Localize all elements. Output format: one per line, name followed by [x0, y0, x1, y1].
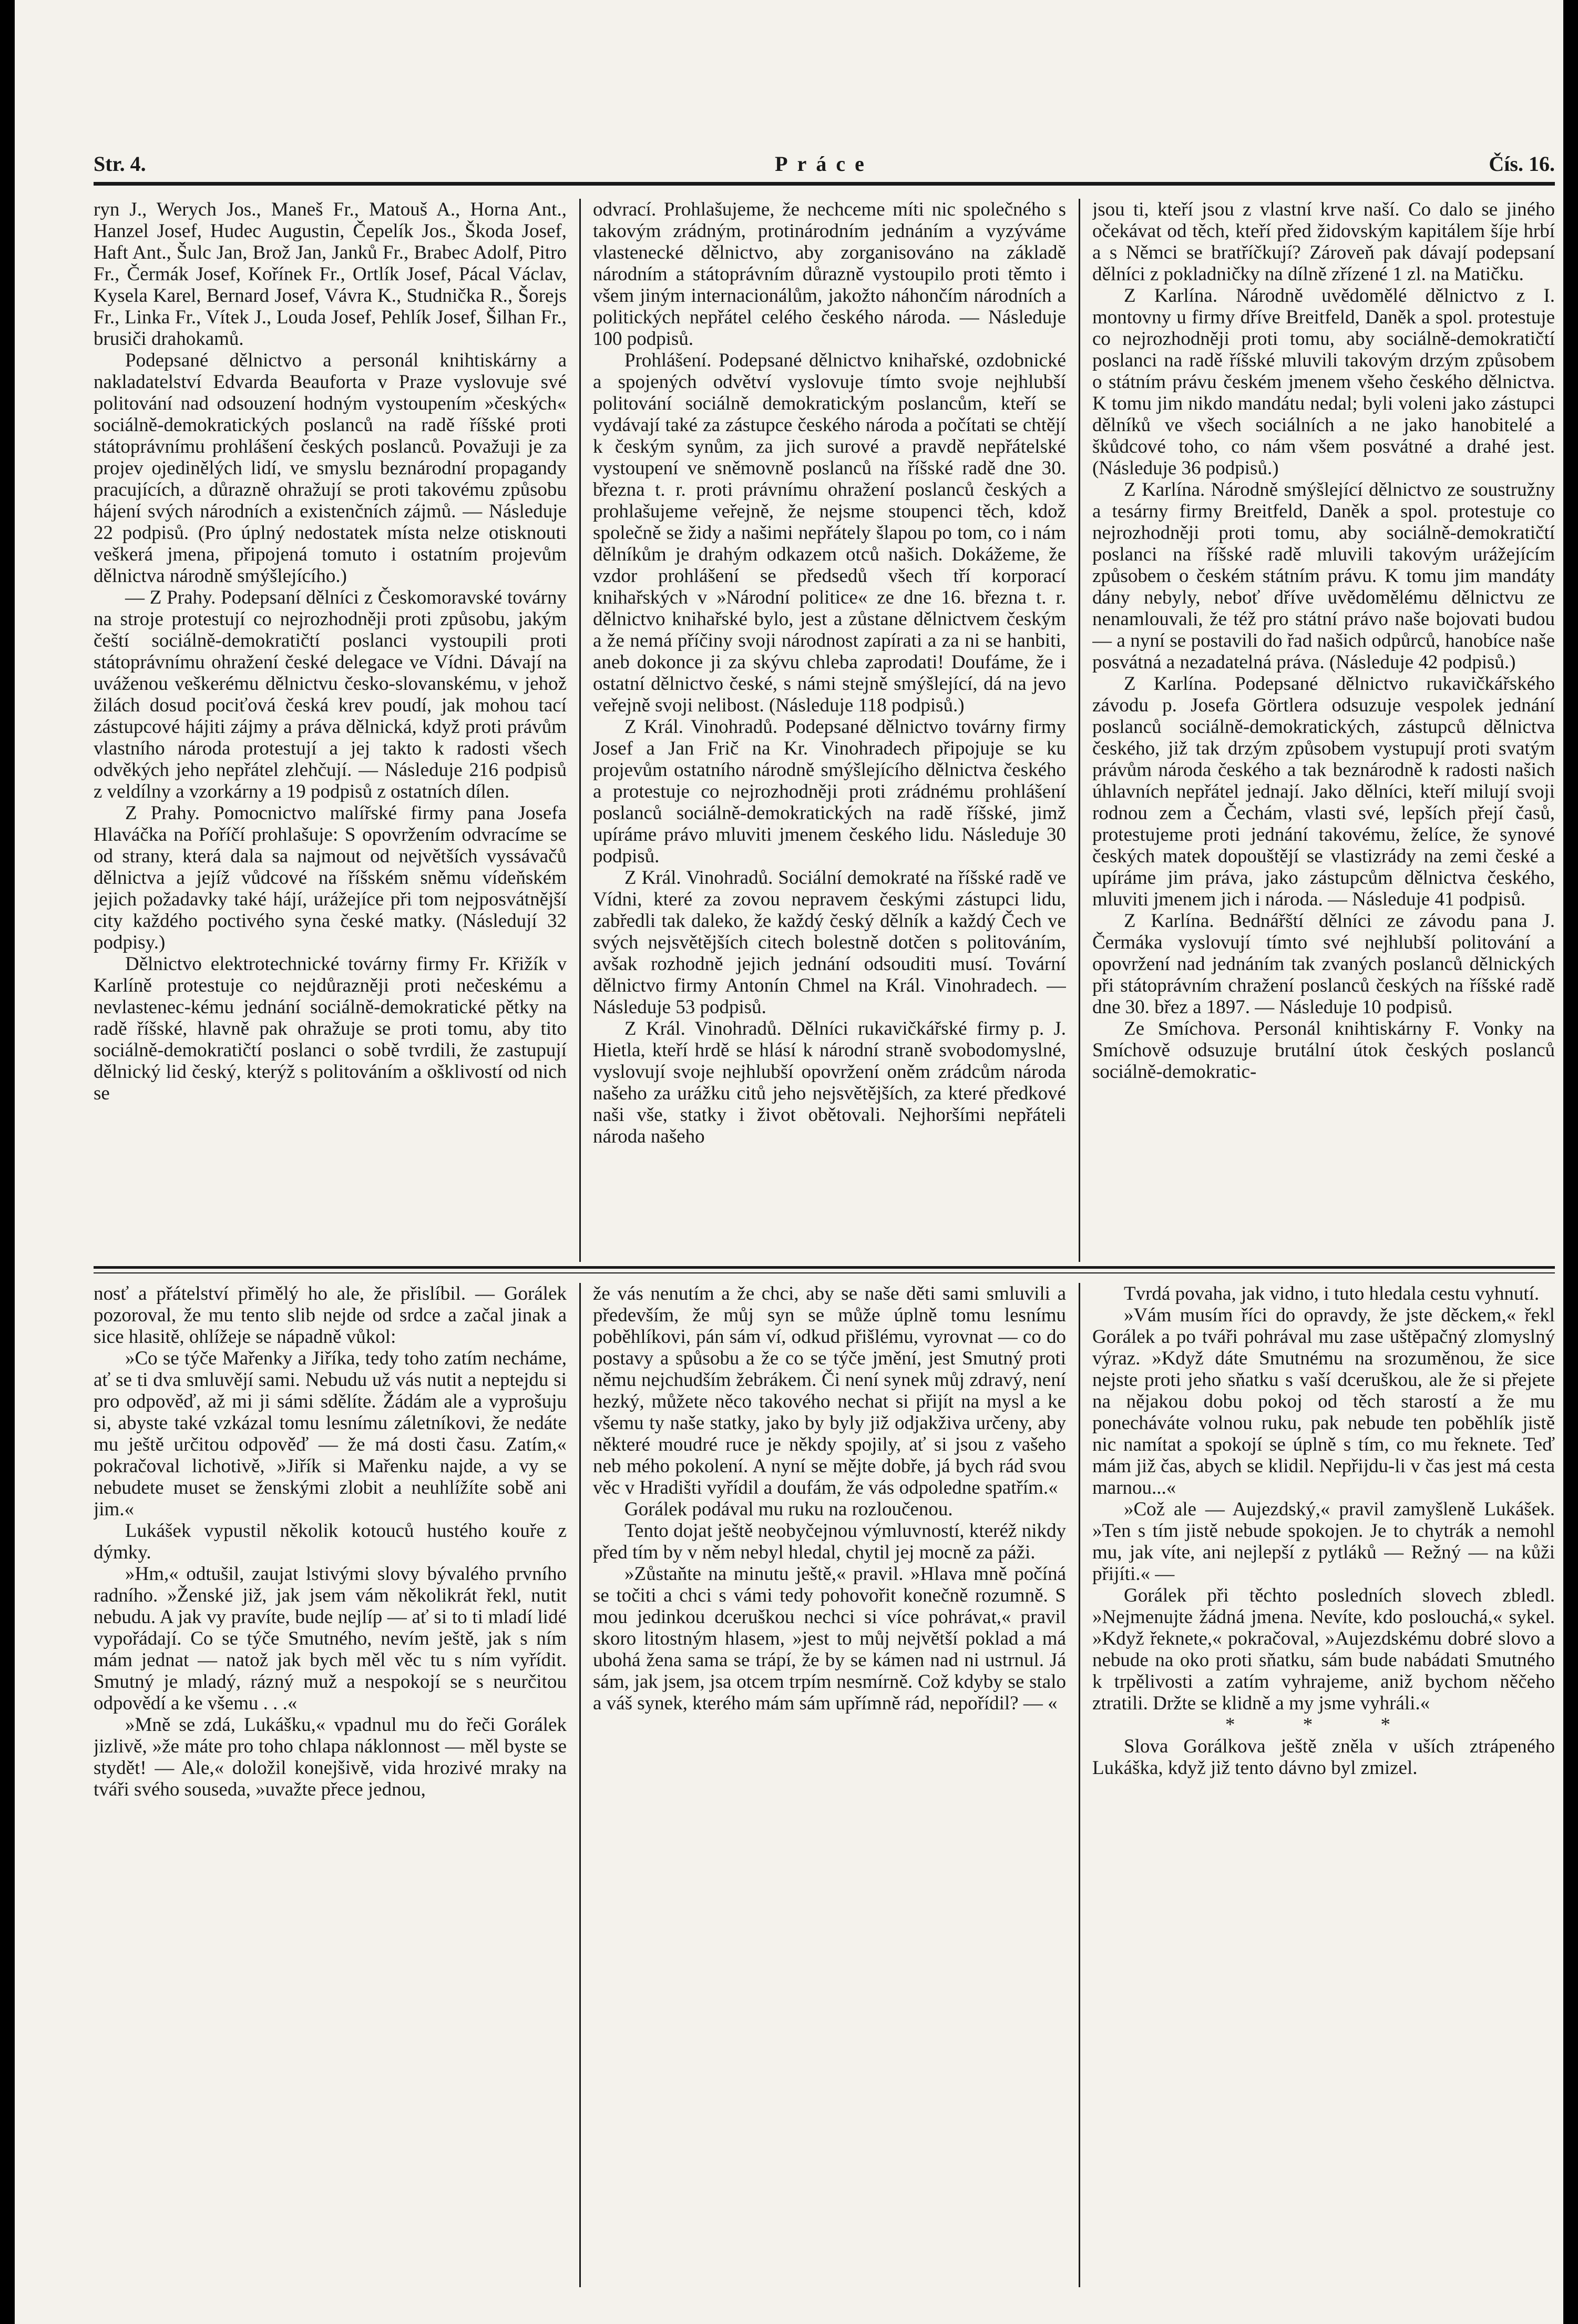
- paragraph: — Z Prahy. Podepsaní dělníci z Českomoravské továrny na stroje protestují co nejrozhodněji proti způsobu, jakým čeští sociálně-demokratičtí poslanci vystoupili proti státoprávnímu ohražení české delegace ve Vídni. Dávají na uváženou veškerému dělnictvu česko-slovanskému, v jehož žilách dosud pociťová česká krev poudí, jak mohou tací zástupcové hájiti zájmy a práva dělnická, když proti právům vlastního národa protestují a jej takto k radosti všech odvěkých jeho nepřátel zlehčují. — Následuje 216 podpisů z veldílny a vzorkárny a 19 podpisů z ostatních dílen.: [94, 587, 567, 802]
- paragraph: Z Král. Vinohradů. Dělníci rukavičkářské firmy p. J. Hietla, kteří hrdě se hlásí k národní straně svobodomyslné, vyslovují svoje nejhlubší opovržení oněm zrádcům národa našeho za urážku citů jeho nejsvětějších, za které předkové naši vše, statky i život obětovali. Nejhoršími nepřáteli národa našeho: [593, 1018, 1066, 1147]
- paragraph: »Hm,« odtušil, zaujat lstivými slovy bývalého prvního radního. »Ženské již, jak jsem vám několikrát řekl, nutit nebudu. A jak vy pravíte, bude nejlíp — ať si to ti mladí lidé vypořádají. Co se týče Smutného, nevím ještě, jak s ním mám jednat — natož jak bych měl věc tu s ním vyřídit. Smutný je mladý, rázný muž a nespokojí se s neurčitou odpovědí a ke všemu . . .«: [94, 1563, 567, 1714]
- column-divider: [579, 1283, 581, 2287]
- paragraph: Ze Smíchova. Personál knihtiskárny F. Vonky na Smíchově odsuzuje brutální útok českých poslanců sociálně-demokratic-: [1092, 1018, 1555, 1083]
- paragraph: že vás nenutím a že chci, aby se naše děti sami smluvili a především, že můj syn se může úplně tomu lesnímu poběhlíkovi, pán sám ví, odkud přišlému, vyrovnat — co do postavy a spůsobu a že co se týče jmění, jest Smutný proti němu nejchudším žebrákem. Či není synek můj zdravý, není hezký, můžete něco takového nechat si přijít na mysl a ke všemu ty naše statky, jako by byly již odjakživa určeny, aby některé moudré ruce je někdy spojily, ať si jsou z vašeho neb mého pokolení. A nyní se mějte dobře, já bych rád svou věc v Hradišti vyřídil a doufám, že vás odpoledne spatřím.«: [593, 1283, 1066, 1499]
- page-header: [94, 147, 1555, 181]
- paragraph: »Mně se zdá, Lukášku,« vpadnul mu do řeči Gorálek jizlivě, »že máte pro toho chlapa náklonnost — měl byste se stydět! — Ale,« doložil konejšivě, vida hrozivé mraky na tváři svého souseda, »uvažte přece jednou,: [94, 1714, 567, 1800]
- paragraph: Lukášek vypustil několik kotouců hustého kouře z dýmky.: [94, 1520, 567, 1563]
- paragraph: Slova Gorálkova ještě zněla v uších ztrápeného Lukáška, když již tento dávno byl zmizel.: [1092, 1736, 1555, 1779]
- issue-number: Čís. 16.: [1489, 152, 1555, 176]
- paragraph: »Vám musím říci do opravdy, že jste děckem,« řekl Gorálek a po tváři pohrával mu zase uštěpačný zlomyslný výraz. »Když dáte Smutnému na srozuměnou, že sice nejste proti jeho sňatku s vaší dceruškou, ale že si přejete na nějakou dobu pokoj od těch starostí a že mu ponecháváte volnou ruku, pak nebude ten poběhlík jistě nic namítat a spokojí se úplně s tím, co mu řeknete. Teď mám již čas, abych se klidil. Nepřijdu-li v čas jest má cesta marnou...«: [1092, 1304, 1555, 1499]
- upper-column-3: [1092, 199, 1555, 1262]
- column-divider: [579, 199, 581, 1262]
- paragraph: Z Karlína. Bednářští dělníci ze závodu pana J. Čermáka vyslovují tímto své nejhlubší politování a opovržení nad jednáním tak zvaných poslanců dělnických při státoprávním chražení poslanců českých na říšské radě dne 30. břez a 1897. — Následuje 10 podpisů.: [1092, 910, 1555, 1018]
- upper-column-1: [94, 199, 567, 1262]
- column-divider: [1079, 1283, 1080, 2287]
- paragraph: Z Prahy. Pomocnictvo malířské firmy pana Josefa Hlaváčka na Poříčí prohlašuje: S opovržením odvracíme se od strany, která dala sa najmout od největších vyssávačů dělnictva a jejíž vůdcové na říšském sněmu vídeňském jejich požadavky také hájí, urážejíce při tom nejposvátnější city každého poctivého syna české matky. (Následují 32 podpisy.): [94, 802, 567, 953]
- paragraph: »Co se týče Mařenky a Jiříka, tedy toho zatím necháme, ať se ti dva smluvějí sami. Nebudu už vás nutit a neptejdu si pro odpověď, až mi ji sámi sdělíte. Žádám ale a vyprošuju si, abyste také vzkázal tomu lesnímu záletníkovi, že nedáte mu ještě určitou odpověď — že má dosti času. Zatím,« pokračoval lichotivě, »Jiřík si Mařenku najde, a vy se nebudete muset se ženskými zlobit a neuhlížíte sobě ani jim.«: [94, 1348, 567, 1520]
- paragraph: odvrací. Prohlašujeme, že nechceme míti nic společného s takovým zrádným, protinárodním jednáním a vyzýváme vlastenecké dělnictvo, aby zorganisováno na základě národním a státoprávním důrazně vystoupilo proti těmto i všem jiným internacionálům, jakožto náhončím národních a politických nepřátel celého českého národa. — Následuje 100 podpisů.: [593, 199, 1066, 350]
- section-separator: [94, 1272, 1555, 1273]
- upper-column-2: [593, 199, 1066, 1262]
- paragraph: jsou ti, kteří jsou z vlastní krve naší. Co dalo se jiného očekávat od těch, kteří před židovským kapitálem šíje hrbí a s Němci se bratříčkují? Zároveň pak dávají podepsaní dělníci z pokladničky na dílně zřízené 1 zl. na Matičku.: [1092, 199, 1555, 285]
- section-separator: [94, 1266, 1555, 1269]
- paragraph: Dělnictvo elektrotechnické továrny firmy Fr. Křižík v Karlíně protestuje co nejdůrazněji proti nečeskému a nevlastenec-kému jednání sociálně-demokratické pětky na radě říšské, hlavně pak ohražuje se proti tomu, aby tito sociálně-demokratičtí poslanci o sobě tvrdili, že zastupují dělnický lid český, kterýž s politováním a ošklivostí od nich se: [94, 953, 567, 1104]
- paragraph: Z Král. Vinohradů. Podepsané dělnictvo továrny firmy Josef a Jan Frič na Kr. Vinohradech připojuje se ku projevům ostatního národně smýšlejícího dělnictva českého a protestuje co nejrozhodněji proti zrádnému prohlášení poslanců sociálně-demokratických na radě říšské, jimž upíráme právo mluviti jmenem českého lidu. Následuje 30 podpisů.: [593, 716, 1066, 867]
- paragraph: Z Karlína. Podepsané dělnictvo rukavičkářského závodu p. Josefa Görtlera odsuzuje vespolek jednání poslanců sociálně-demokratických, zástupců dělnictva českého, již tak drzým způsobem vystupují proti svatým právům národa českého a tak beznárodně k radosti našich úhlavních nepřátel jednají. Jako dělníci, kteří milují svoji rodnou zem a Čechám, vlasti své, lepších přejí časů, protestujeme proti jednání takovému, želíce, že synové českých matek dopouštějí se vlastizrády na zemi české a upíráme jim práva, jako zástupcům dělnictva českého, mluviti jmenem jich i národa. — Následuje 41 podpisů.: [1092, 673, 1555, 910]
- paragraph: Podepsané dělnictvo a personál knihtiskárny a nakladatelství Edvarda Beauforta v Praze vyslovuje své politování nad odsouzení hodným vystoupením »českých« sociálně-demokratických poslanců na radě říšské proti státoprávnímu prohlášení českých poslanců. Považuji je za projev ojedinělých lidí, ve smyslu beznárodní propagandy pracujících, a důrazně ohražují se proti takovému způsobu hájení svých národních a existenčních zájmů. — Následuje 22 podpisů. (Pro úplný nedostatek místa nelze otisknouti veškerá jmena, připojená tomuto i ostatním projevům dělnictva národně smýšlejícího.): [94, 350, 567, 587]
- paragraph: Z Karlína. Národně smýšlející dělnictvo ze soustružny a tesárny firmy Breitfeld, Daněk a spol. protestuje co nejrozhodněji proti tomu, aby sociálně-demokratičtí poslanci na říšské radě mluvili takovým urážejícím způsobem o českém státním právu. K tomu jim mandáty dány nebyly, neboť dříve uvědomělému dělnictvu ze nenamlouvali, že též pro státní právo naše bojovati budou — a nyní se postavili do řad našich odpůrců, hanobíce naše posvátná a nezadatelná práva. (Následuje 42 podpisů.): [1092, 479, 1555, 673]
- newspaper-name: Práce: [775, 152, 874, 176]
- paragraph: nosť a přátelství přimělý ho ale, že přislíbil. — Gorálek pozoroval, že mu tento slib nejde od srdce a začal jinak a sice hlasitě, ohlížeje se nápadně vůkol:: [94, 1283, 567, 1348]
- paragraph: Gorálek podával mu ruku na rozloučenou.: [624, 1499, 953, 1520]
- page-number: Str. 4.: [94, 152, 146, 176]
- lower-column-3: [1092, 1283, 1555, 2287]
- newspaper-page: [15, 0, 1563, 2324]
- column-divider: [1079, 199, 1080, 1262]
- paragraph: Z Karlína. Národně uvědomělé dělnictvo z I. montovny u firmy dříve Breitfeld, Daněk a spol. protestuje co nejrozhodněji proti tomu, aby sociálně-demokratičtí poslanci na radě říšské mluvili takovým drzým způsobem o státním právu českém jmenem všeho českého dělnictva. K tomu jim nikdo mandátu nedal; byli voleni jako zástupci dělníků ve všech sociálních a ne jako hanobitelé a škůdcové toho, co nám všem posvátné a drahé jest. (Následuje 36 podpisů.): [1092, 285, 1555, 479]
- paragraph: ryn J., Werych Jos., Maneš Fr., Matouš A., Horna Ant., Hanzel Josef, Hudec Augustin, Čepelík Jos., Škoda Josef, Haft Ant., Šulc Jan, Brož Jan, Janků Fr., Brabec Adolf, Pitro Fr., Čermák Josef, Kořínek Fr., Ortlík Josef, Pácal Václav, Kysela Karel, Bernard Josef, Vávra K., Studnička R., Šorejs Fr., Linka Fr., Vítek J., Louda Josef, Pehlík Josef, Šilhan Fr., brusiči drahokamů.: [94, 199, 567, 350]
- section-break-asterisks: * * *: [1225, 1714, 1422, 1736]
- paragraph: Z Král. Vinohradů. Sociální demokraté na říšské radě ve Vídni, které za zovou nepravem českými zástupci lidu, zabředli tak daleko, že každý český dělník a každý Čech ve svých nejsvětějších citech bolestně dotčen s politováním, avšak rozhodně jejich jednání odsouditi musí. Tovární dělnictvo firmy Antonín Chmel na Král. Vinohradech. — Následuje 53 podpisů.: [593, 867, 1066, 1018]
- paragraph: »Což ale — Aujezdský,« pravil zamyšleně Lukášek. »Ten s tím jistě nebude spokojen. Je to chytrák a nemohl mu, jak víte, ani nejlepší z pytláků — Režný — na kůži přijíti.« —: [1092, 1499, 1555, 1585]
- paragraph: Tento dojat ještě neobyčejnou výmluvností, kteréž nikdy před tím by v něm nebyl hledal, chytil jej mocně za páži.: [593, 1520, 1066, 1563]
- paragraph: »Zůstaňte na minutu ještě,« pravil. »Hlava mně počíná se točiti a chci s vámi tedy pohovořit konečně rozumně. S mou jedinkou dceruškou nechci si více pohrávat,« pravil skoro litostným hlasem, »jest to můj největší poklad a má ubohá žena sama se trápí, že by se kámen nad ni ustrnul. Já sám, jak jsem, jsa otcem trpím nesmírně. Což kdyby se stalo a váš synek, kterého mám sám upřímně rád, nepořídil? — «: [593, 1563, 1066, 1714]
- paragraph: Tvrdá povaha, jak vidno, i tuto hledala cestu vyhnutí.: [1124, 1283, 1540, 1304]
- lower-column-1: [94, 1283, 567, 2287]
- header-rule: [94, 182, 1555, 186]
- paragraph: Gorálek při těchto posledních slovech zbledl. »Nejmenujte žádná jmena. Nevíte, kdo poslouchá,« sykel. »Když řeknete,« pokračoval, »Aujezdskému dobré slovo a nebude na oko proti sňatku, sám bude nabádati Smutného k trpělivosti a zatím vyhrajeme, aniž bychom něčeho ztratili. Držte se klidně a my jsme vyhráli.«: [1092, 1585, 1555, 1714]
- lower-column-2: [593, 1283, 1066, 2287]
- paragraph: Prohlášení. Podepsané dělnictvo knihařské, ozdobnické a spojených odvětví vyslovuje tímto svoje nejhlubší politování sociálně demokratickým poslancům, kteří se vydávají také za zástupce českého národa a počítati se chtějí k českým synům, za jich surové a pravdě nepřátelské vystoupení ve sněmovně poslanců na říšské radě dne 30. března t. r. proti právnímu ohražení poslanců českých a prohlašujeme veřejně, že nejsme stoupenci těch, kdož společně se židy a našimi nepřátely šlapou po tom, co i nám dělníkům je drahým odkazem otců našich. Dokážeme, že vzdor prohlášení se předsedů všech tří korporací knihařských v »Národní politice« ze dne 16. března t. r. dělnictvo knihařské bylo, jest a zůstane dělnictvem českým a že nemá příčiny svoji národnost zapírati a za ni se hanbiti, aneb dokonce ji za skývu chleba zaprodati! Doufáme, že i ostatní dělnictvo české, s námi stejně smýšlející, dá na jevo veřejně svoji nelibost. (Následuje 118 podpisů.): [593, 350, 1066, 716]
